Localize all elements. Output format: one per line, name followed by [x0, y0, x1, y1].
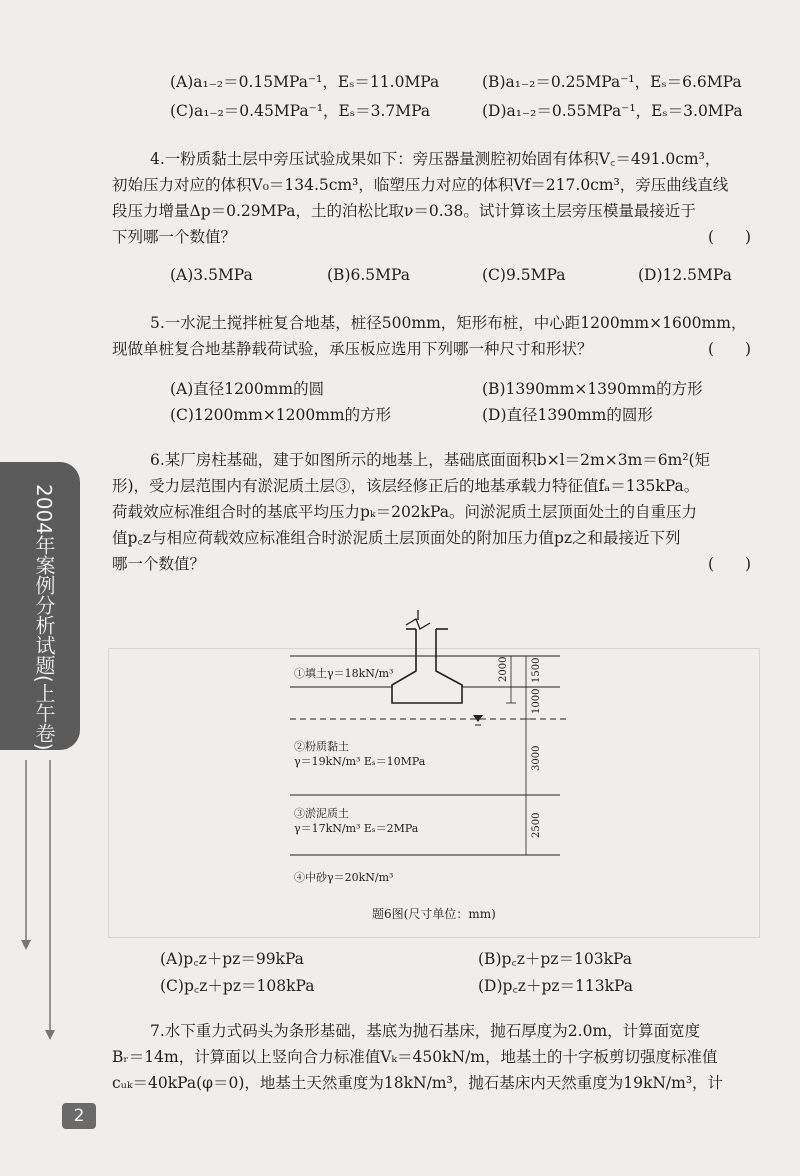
q7-line-3: cᵤₖ＝40kPa(φ＝0)，地基土天然重度为18kN/m³，抛石基床内天然重度为19kN/m³，计 [112, 1074, 724, 1092]
q4-line-1: 4.一粉质黏土层中旁压试验成果如下：旁压器量测腔初始固有体积V꜀＝491.0cm³， [150, 150, 721, 168]
q5-answer-paren: ( ) [708, 340, 752, 358]
q4-option-c: (C)9.5MPa [482, 266, 566, 284]
q4-line-4: 下列哪一个数值？ [112, 228, 237, 246]
q4-line-2: 初始压力对应的体积V₀＝134.5cm³，临塑压力对应的体积Vf＝217.0cm³，旁压曲线直线 [112, 176, 729, 194]
q6-option-b: (B)p꜀z＋pz＝103kPa [478, 950, 632, 968]
q4-line-3: 段压力增量Δp＝0.29MPa，土的泊松比取ν＝0.38。试计算该土层旁压模量最接近于 [112, 202, 696, 220]
dim-3000: 3000 [531, 745, 542, 771]
layer-2-props: γ＝19kN/m³ Eₛ＝10MPa [294, 755, 426, 768]
q6-option-c: (C)p꜀z＋pz＝108kPa [160, 977, 315, 995]
figure-caption: 题6图(尺寸单位：mm) [372, 907, 496, 921]
q6-line-2: 形)，受力层范围内有淤泥质土层③，该层经修正后的地基承载力特征值fₐ＝135kPa。 [112, 477, 700, 495]
q6-option-a: (A)p꜀z＋pz＝99kPa [160, 950, 304, 968]
foundation-diagram [280, 605, 570, 895]
q6-answer-paren: ( ) [708, 555, 752, 573]
dim-1000: 1000 [531, 688, 542, 714]
q6-line-4: 值p꜀z与相应荷载效应标准组合时淤泥质土层顶面处的附加压力值pz之和最接近下列 [112, 529, 681, 547]
layer-2-name: ②粉质黏土 [294, 740, 349, 753]
q3-option-b: (B)a₁₋₂＝0.25MPa⁻¹，Eₛ＝6.6MPa [482, 73, 742, 91]
q3-option-d: (D)a₁₋₂＝0.55MPa⁻¹，Eₛ＝3.0MPa [482, 102, 743, 120]
q7-line-2: Bᵣ＝14m，计算面以上竖向合力标准值Vₖ＝450kN/m，地基土的十字板剪切强度标准值 [112, 1048, 718, 1066]
page-number: 2 [62, 1103, 96, 1129]
layer-4-label: ④中砂γ＝20kN/m³ [294, 871, 394, 884]
q6-line-3: 荷载效应标准组合时的基底平均压力pₖ＝202kPa。问淤泥质土层顶面处土的自重压力 [112, 503, 698, 521]
q3-option-a: (A)a₁₋₂＝0.15MPa⁻¹，Eₛ＝11.0MPa [170, 73, 440, 91]
layer-1-label: ①填土γ＝18kN/m³ [294, 667, 394, 680]
side-tab-label: 2004年案例分析试题(上午卷) [32, 484, 56, 751]
q4-option-b: (B)6.5MPa [327, 266, 410, 284]
q6-line-5: 哪一个数值？ [112, 555, 206, 573]
q5-line-2: 现做单桩复合地基静载荷试验，承压板应选用下列哪一种尺寸和形状？ [112, 340, 593, 358]
q4-option-a: (A)3.5MPa [170, 266, 253, 284]
dim-2000: 2000 [498, 656, 509, 682]
q6-line-1: 6.某厂房柱基础，建于如图所示的地基上，基础底面面积b×l＝2m×3m＝6m²(矩 [150, 451, 711, 469]
q3-option-c: (C)a₁₋₂＝0.45MPa⁻¹，Eₛ＝3.7MPa [170, 102, 431, 120]
dim-2500: 2500 [531, 812, 542, 838]
q5-option-c: (C)1200mm×1200mm的方形 [170, 406, 392, 424]
q5-option-b: (B)1390mm×1390mm的方形 [482, 380, 703, 398]
q5-line-1: 5.一水泥土搅拌桩复合地基，桩径500mm，矩形布桩，中心距1200mm×1600mm， [150, 314, 747, 332]
margin-arrows-decoration [8, 760, 68, 1060]
q7-line-1: 7.水下重力式码头为条形基础，基底为抛石基床，抛石厚度为2.0m，计算面宽度 [150, 1022, 701, 1040]
layer-3-name: ③淤泥质土 [294, 807, 349, 820]
layer-3-props: γ＝17kN/m³ Eₛ＝2MPa [294, 822, 419, 835]
dim-1500: 1500 [531, 657, 542, 683]
q5-option-d: (D)直径1390mm的圆形 [482, 406, 653, 424]
q6-option-d: (D)p꜀z＋pz＝113kPa [478, 977, 634, 995]
q5-option-a: (A)直径1200mm的圆 [170, 380, 325, 398]
q4-option-d: (D)12.5MPa [638, 266, 732, 284]
q4-answer-paren: ( ) [708, 228, 752, 246]
